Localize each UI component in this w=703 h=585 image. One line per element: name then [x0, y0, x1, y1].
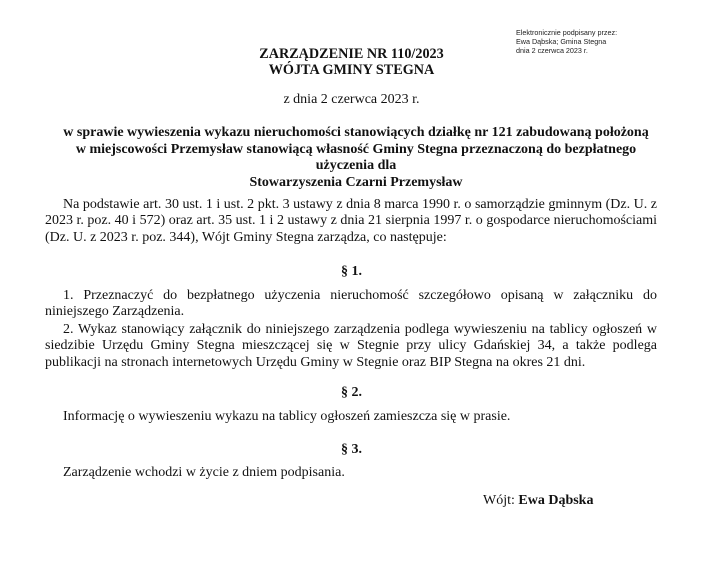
signatory — [483, 493, 593, 509]
signatory-role: Wójt: — [483, 493, 515, 508]
signature-stamp-line-1: Elektronicznie podpisany przez: — [516, 28, 618, 37]
subject-line-1: w sprawie wywieszenia wykazu nieruchomości stanowiących działkę nr 121 zabudowaną położoną — [63, 125, 649, 140]
section-3-heading: § 3. — [341, 442, 362, 457]
section-1-paragraph-1: 1. Przeznaczyć do bezpłatnego użyczenia nieruchomość szczegółowo opisaną w załączniku do niniejszego Zarządzenia. — [45, 288, 657, 320]
signatory-name: Ewa Dąbska — [518, 493, 594, 508]
document-subject — [56, 125, 656, 191]
signature-stamp-line-3: dnia 2 czerwca 2023 r. — [516, 46, 588, 55]
section-2-heading: § 2. — [341, 385, 362, 400]
subject-line-3: Stowarzyszenia Czarni Przemysław — [249, 174, 463, 190]
section-1-heading: § 1. — [341, 264, 362, 279]
section-2-paragraph: Informację o wywieszeniu wykazu na tablicy ogłoszeń zamieszcza się w prasie. — [63, 409, 511, 424]
document-issuer: WÓJTA GMINY STEGNA — [268, 62, 435, 78]
legal-basis-paragraph: Na podstawie art. 30 ust. 1 i ust. 2 pkt. 3 ustawy z dnia 8 marca 1990 r. o samorządzie gminnym (Dz. U. z 2023 r. poz. 40 i 572) oraz art. 35 ust. 1 i 2 ustawy z dnia 21 sierpnia 1997 r. o gospodarce nieruchomościami (Dz. U. z 2023 r. poz. 344), Wójt Gminy Stegna zarządza, co następuje: — [45, 197, 657, 245]
document-date: z dnia 2 czerwca 2023 r. — [283, 92, 420, 107]
document-title: ZARZĄDZENIE NR 110/2023 — [259, 46, 444, 62]
section-1-paragraph-2: 2. Wykaz stanowiący załącznik do niniejszego zarządzenia podlega wywieszeniu na tablicy ogłoszeń w siedzibie Urzędu Gminy Stegna mieszczącej się w Stegnie przy ulicy Gdańskiej 34, a także podlega publikacji na stronach internetowych Urzędu Gminy w Stegnie oraz BIP Stegna na okres 21 dni. — [45, 322, 657, 370]
signature-stamp-line-2: Ewa Dąbska; Gmina Stegna — [516, 37, 607, 46]
section-3-paragraph: Zarządzenie wchodzi w życie z dniem podpisania. — [63, 465, 345, 480]
subject-line-2: w miejscowości Przemysław stanowiącą własność Gminy Stegna przeznaczoną do bezpłatnego użyczenia dla — [75, 141, 637, 173]
